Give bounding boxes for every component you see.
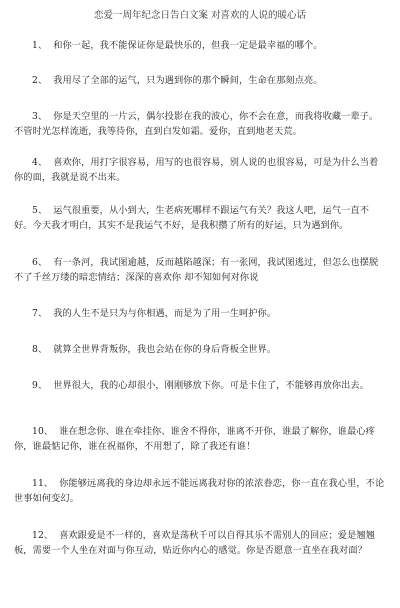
list-item	[14, 424, 386, 454]
item-number: 7、	[32, 308, 48, 319]
item-text: 有一条河，我试图逾越，反而越陷越深；有一张网，我试图逃过，但怎么也摆脱不了千丝万缕的暗恋情结；深深的喜欢你 却不知如何对你说	[14, 257, 379, 283]
item-number: 5、	[32, 205, 48, 216]
item-number: 3、	[32, 111, 48, 122]
item-number: 2、	[32, 75, 48, 86]
item-number: 4、	[32, 157, 48, 168]
item-text: 我用尽了全部的运气，只为遇到你的那个瞬间，生命在那刻点亮。	[53, 75, 323, 86]
item-text: 谁在想念你、谁在牵挂你、谁舍不得你，谁离不开你，谁最了解你，谁最心疼你，谁最惦记你，谁在祝福你，不用想了，除了我还有谁！	[14, 426, 375, 452]
item-number: 12、	[32, 530, 54, 541]
list-item	[14, 155, 386, 185]
item-text: 喜欢跟爱是不一样的，喜欢是荡秋千可以自得其乐不需别人的回应；爱是翘翘板，需要一个人坐在对面与你互动，贴近你内心的感觉。你是否愿意一直坐在我对面？	[14, 530, 375, 556]
list-item	[14, 38, 386, 53]
list-item	[14, 378, 386, 393]
item-number: 6、	[32, 257, 48, 268]
item-number: 8、	[32, 344, 48, 355]
list-item	[14, 528, 386, 558]
page-title: 恋爱一周年纪念日告白文案 对喜欢的人说的暖心话	[93, 10, 307, 21]
list-item	[14, 73, 386, 88]
list-item	[14, 476, 386, 506]
item-text: 就算全世界背叛你，我也会站在你的身后背板全世界。	[53, 344, 277, 355]
list-item	[14, 342, 386, 357]
item-text: 世界很大，我的心却很小，刚刚够放下你。可是卡住了，不能够再放你出去。	[53, 380, 370, 391]
item-text: 和你一起，我不能保证你是最快乐的，但我一定是最幸福的哪个。	[53, 40, 323, 51]
item-text: 我的人生不是只为与你相遇，而是为了用一生呵护你。	[53, 308, 277, 319]
item-number: 10、	[32, 426, 54, 437]
list-item	[14, 109, 386, 139]
list-item	[14, 203, 386, 233]
list-item	[14, 306, 386, 321]
item-number: 11、	[32, 478, 54, 489]
item-text: 喜欢你，用打字很容易，用写的也很容易，别人说的也很容易，可是为什么当着你的面，我就是说不出来。	[14, 157, 379, 183]
item-text: 你是天空里的一片云，偶尔投影在我的波心，你不会在意，而我将收藏一辈子。不管时光怎样流逝，我等待你，直到白发如霜。爱你，直到地老天荒。	[14, 111, 379, 137]
item-text: 你能够远离我的身边却永远不能远离我对你的浓浓眷恋，你一直在我心里，不论世事如何变幻。	[14, 478, 385, 504]
list-item	[14, 255, 386, 285]
item-number: 9、	[32, 380, 48, 391]
item-number: 1、	[32, 40, 48, 51]
item-text: 运气很重要，从小到大，生老病死哪样不跟运气有关？我这人吧，运气一直不好。今天我才明白，其实不是我运气不好，是我积攒了所有的好运，只为遇到你。	[14, 205, 370, 231]
